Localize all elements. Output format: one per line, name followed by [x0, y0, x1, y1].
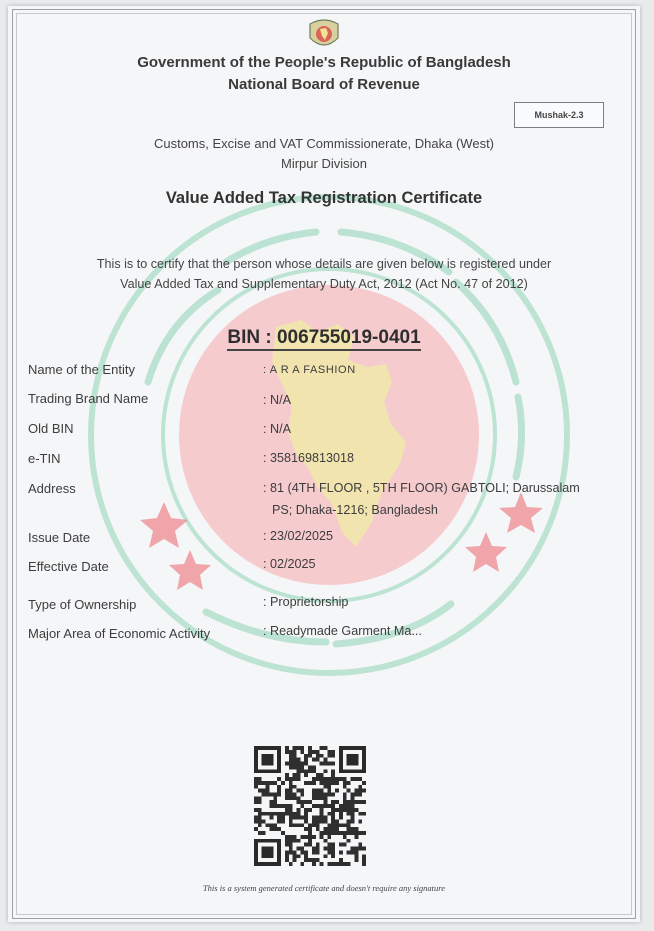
brand-label: Trading Brand Name [28, 391, 149, 406]
issue-date-value: : 23/02/2025 [263, 529, 334, 543]
etin-label: e-TIN [28, 451, 61, 466]
entity-label: Name of the Entity [28, 362, 135, 377]
etin-value: : 358169813018 [263, 451, 355, 465]
old-bin-label: Old BIN [28, 421, 74, 436]
division: Mirpur Division [281, 156, 367, 171]
certificate-title: Value Added Tax Registration Certificate [165, 189, 483, 207]
address-line-2: PS; Dhaka-1216; Bangladesh [272, 503, 438, 517]
activity-value: : Readymade Garment Ma... [263, 624, 422, 638]
footer-note: This is a system generated certificate and doesn't require any signature [202, 883, 446, 893]
address-label: Address [28, 481, 76, 496]
intro-line-2: Value Added Tax and Supplementary Duty Act, 2012 (Act No. 47 of 2012) [120, 277, 528, 291]
effective-date-label: Effective Date [28, 559, 109, 574]
intro-line-1: This is to certify that the person whose details are given below is registered under [96, 257, 552, 271]
government-title: Government of the People's Republic of Bangladesh [137, 54, 511, 71]
board-name: National Board of Revenue [228, 76, 420, 93]
certificate-page [8, 6, 640, 922]
address-line-1: : 81 (4TH FLOOR , 5TH FLOOR) GABTOLI; Darussalam [263, 481, 580, 495]
entity-value: : A R A FASHION [263, 364, 356, 376]
commissionerate: Customs, Excise and VAT Commissionerate, Dhaka (West) [153, 136, 495, 151]
bangladesh-emblem-icon [304, 18, 344, 54]
issue-date-label: Issue Date [28, 530, 91, 545]
activity-label: Major Area of Economic Activity [28, 626, 211, 641]
qr-code [254, 746, 366, 866]
bin-number: BIN : 006755019-0401 [8, 327, 640, 349]
brand-value: : N/A [263, 393, 291, 407]
ownership-label: Type of Ownership [28, 597, 137, 612]
form-code-box: Mushak-2.3 [514, 102, 604, 128]
ownership-value: : Proprietorship [263, 595, 349, 609]
old-bin-value: : N/A [263, 422, 291, 436]
effective-date-value: : 02/2025 [263, 557, 316, 571]
